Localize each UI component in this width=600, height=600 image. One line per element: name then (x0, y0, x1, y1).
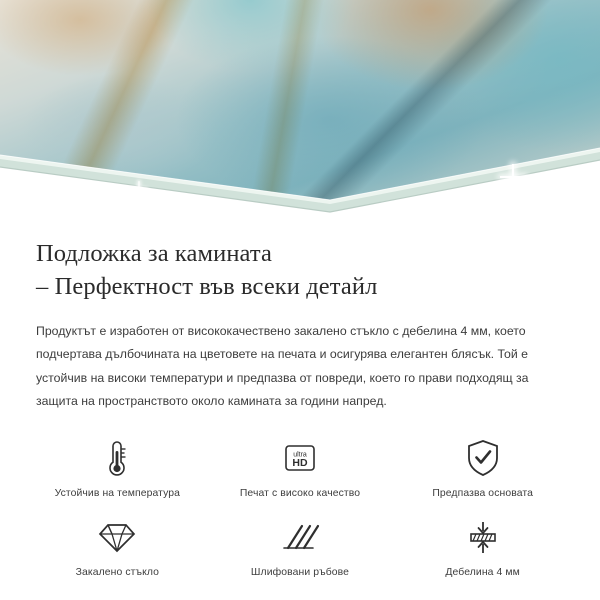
thickness-icon (463, 515, 503, 559)
feature-item-temperature (26, 436, 209, 499)
feature-item-thickness (391, 515, 574, 578)
feature-item-print-quality (209, 436, 392, 499)
thermometer-icon (102, 436, 132, 480)
feature-label: Закалено стъкло (75, 567, 160, 579)
diamond-icon (97, 515, 137, 559)
title-line-2: – Перфектност във всеки детайл (36, 272, 378, 300)
text-content (0, 220, 600, 414)
polished-edges-icon (280, 515, 320, 559)
svg-text:HD: HD (292, 457, 308, 470)
feature-label: Шлифовани ръбове (250, 567, 350, 579)
svg-text:ultra: ultra (293, 451, 307, 459)
feature-grid (0, 436, 600, 578)
feature-item-tempered-glass (26, 515, 209, 578)
ultra-hd-icon (280, 436, 320, 480)
feature-label: Дебелина 4 мм (445, 567, 520, 579)
feature-item-polished-edges (209, 515, 392, 578)
description-paragraph: Продуктът е изработен от висококачествено закалено стъкло с дебелина 4 мм, което подчертава дълбочината на цветовете на печата и осигурява елегантен блясък. Той е устойчив на високи температури и предпазва от повреди, което го прави подходящ за защита на пространството около камината за години напред. (36, 323, 529, 409)
glass-panel-edge (0, 0, 600, 220)
title-line-1: Подложка за камината (36, 240, 272, 267)
shield-check-icon (464, 436, 502, 480)
feature-label: Устойчив на температура (54, 488, 181, 500)
feature-label: Печат с високо качество (239, 488, 361, 500)
feature-item-protects-base (391, 436, 574, 499)
feature-label: Предпазва основата (432, 488, 533, 500)
page-title (36, 238, 564, 304)
hero-image (0, 0, 600, 220)
